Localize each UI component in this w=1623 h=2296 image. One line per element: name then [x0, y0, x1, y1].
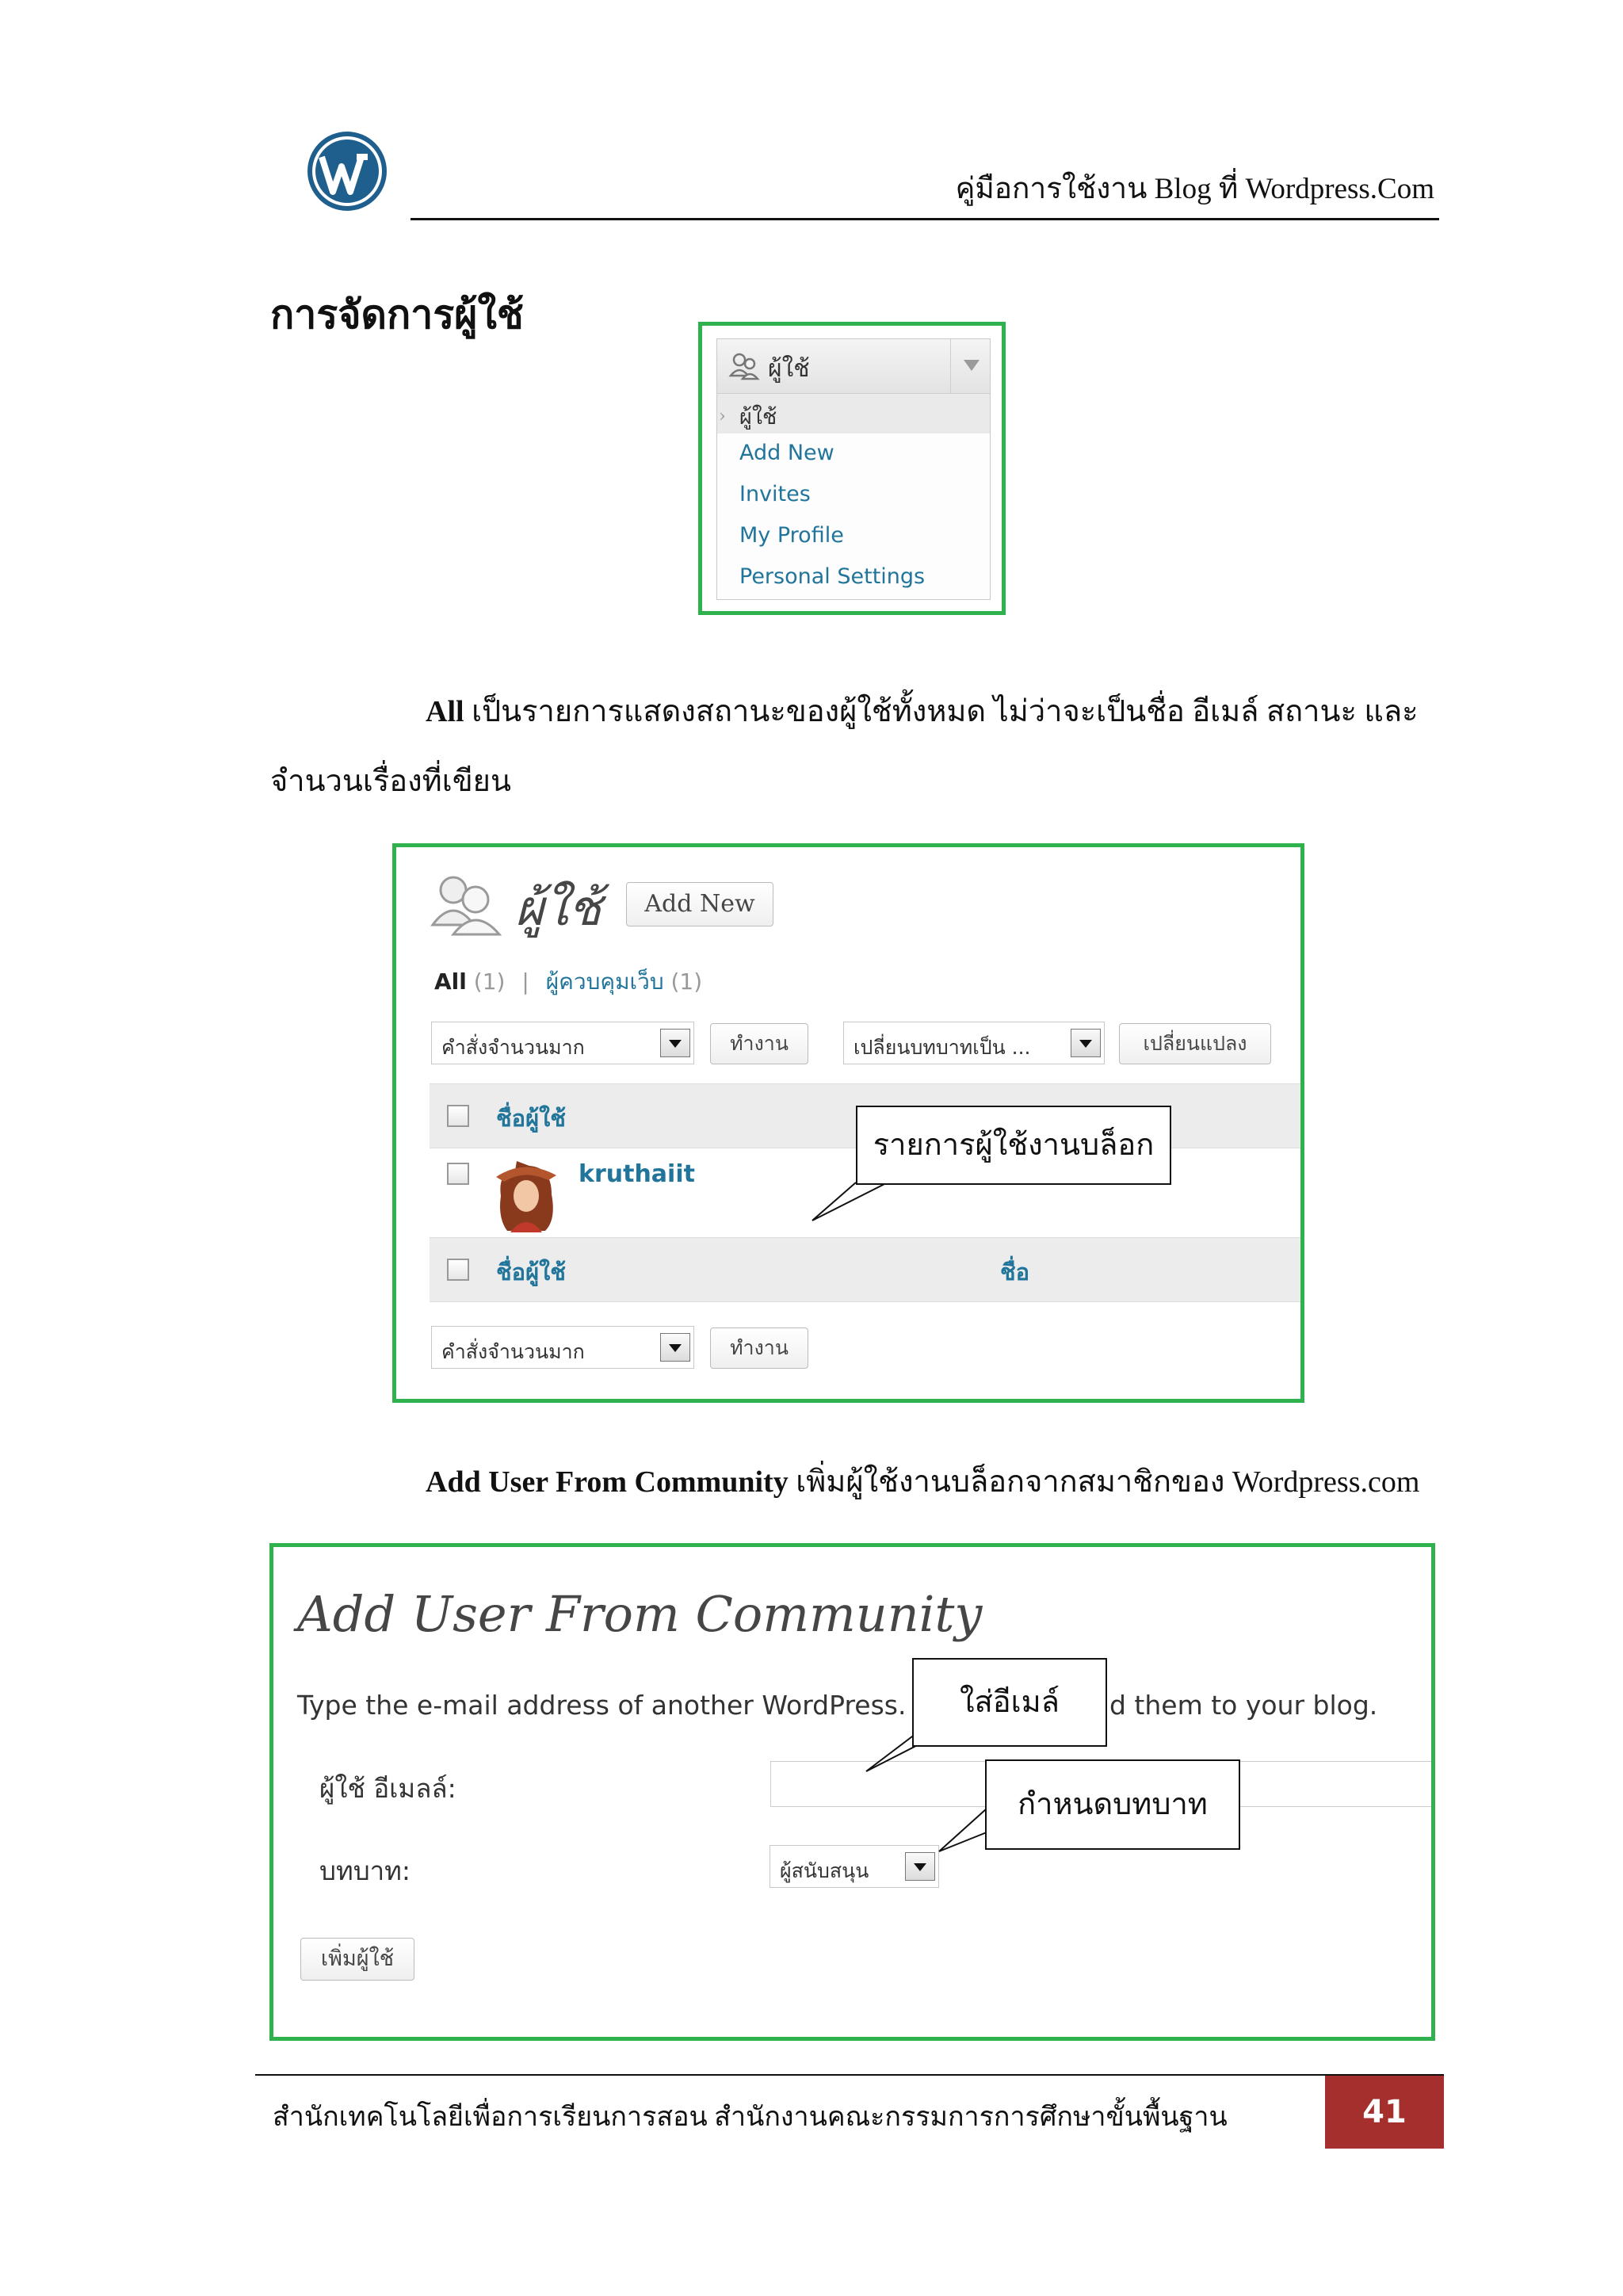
apply-button[interactable]: ทำงาน: [710, 1023, 808, 1064]
menu-item-my-profile[interactable]: My Profile: [739, 523, 844, 548]
role-select-value: ผู้สนับสนุน: [780, 1859, 869, 1882]
filter-admin[interactable]: ผู้ควบคุมเว็บ: [545, 968, 664, 995]
filter-separator: |: [521, 968, 529, 995]
change-button[interactable]: เปลี่ยนแปลง: [1119, 1023, 1271, 1064]
username-link[interactable]: kruthaiit: [579, 1160, 695, 1188]
triangle-down-icon: [964, 360, 980, 371]
filter-admin-count: (1): [670, 968, 703, 995]
bulk-action-value: คำสั่งจำนวนมาก: [441, 1036, 585, 1059]
menu-toggle-button[interactable]: [950, 339, 991, 393]
current-arrow-icon: ›: [719, 407, 726, 426]
footer-text: สำนักเทคโนโลยีเพื่อการเรียนการสอน สำนักงานคณะกรรมการการศึกษาขั้นพื้นฐาน: [273, 2103, 1228, 2132]
section-heading: การจัดการผู้ใช้: [270, 292, 524, 337]
filter-all[interactable]: All: [434, 968, 467, 995]
filter-all-count: (1): [473, 968, 506, 995]
community-paragraph: [426, 1457, 1419, 1505]
users-list-callout: รายการผู้ใช้งานบล็อก: [856, 1106, 1171, 1185]
community-form-description-left: Type the e-mail address of another WordPress.: [297, 1690, 907, 1721]
community-form-screenshot: [269, 1543, 1435, 2041]
footer-divider: [255, 2074, 1444, 2076]
menu-item-invites[interactable]: Invites: [739, 482, 811, 506]
all-term: All: [426, 695, 464, 728]
header-divider: [411, 218, 1439, 220]
menu-item-users[interactable]: ผู้ใช้: [739, 405, 777, 430]
role-label: บทบาท:: [319, 1855, 411, 1886]
users-list-screenshot: [392, 843, 1304, 1403]
callout-tails: [273, 1547, 1431, 2037]
column-username-bottom[interactable]: ชื่อผู้ใช้: [496, 1259, 566, 1286]
page-number: 41: [1325, 2076, 1444, 2149]
column-name[interactable]: ชื่อ: [1000, 1259, 1030, 1286]
users-page-title: ผู้ใช้: [515, 879, 601, 937]
role-callout: กำหนดบทบาท: [985, 1759, 1240, 1850]
wordpress-logo-icon: [306, 130, 388, 212]
users-menu-title: ผู้ใช้: [768, 355, 810, 383]
all-description: เป็นรายการแสดงสถานะของผู้ใช้ทั้งหมด ไม่ว่าจะเป็นชื่อ อีเมล์ สถานะ และ: [472, 695, 1419, 728]
all-paragraph-line1: [426, 686, 1419, 735]
community-term: Add User From Community: [426, 1465, 789, 1499]
users-menu-screenshot: [698, 322, 1006, 615]
community-description: เพิ่มผู้ใช้งานบล็อกจากสมาชิกของ Wordpress.com: [796, 1465, 1420, 1499]
column-username[interactable]: ชื่อผู้ใช้: [496, 1105, 566, 1132]
all-paragraph-line2: จำนวนเรื่องที่เขียน: [270, 765, 511, 798]
bulk-action-value-bottom: คำสั่งจำนวนมาก: [441, 1340, 585, 1363]
add-user-button[interactable]: เพิ่มผู้ใช้: [300, 1938, 414, 1981]
community-form-description-right: d them to your blog.: [1109, 1690, 1378, 1721]
change-role-value: เปลี่ยนบทบาทเป็น ...: [854, 1036, 1031, 1059]
menu-item-add-new[interactable]: Add New: [739, 441, 834, 465]
users-menu-header[interactable]: [717, 339, 990, 394]
email-label: ผู้ใช้ อีเมลล์:: [319, 1773, 456, 1804]
email-callout: ใส่อีเมล์: [912, 1658, 1107, 1747]
apply-button-bottom[interactable]: ทำงาน: [710, 1328, 808, 1369]
users-icon: [728, 350, 760, 382]
community-form-title: Add User From Community: [297, 1585, 983, 1643]
users-menu: [716, 338, 991, 600]
add-new-button[interactable]: Add New: [626, 882, 773, 926]
header-title: คู่มือการใช้งาน Blog ที่ Wordpress.Com: [955, 173, 1434, 205]
menu-item-personal-settings[interactable]: Personal Settings: [739, 564, 926, 589]
